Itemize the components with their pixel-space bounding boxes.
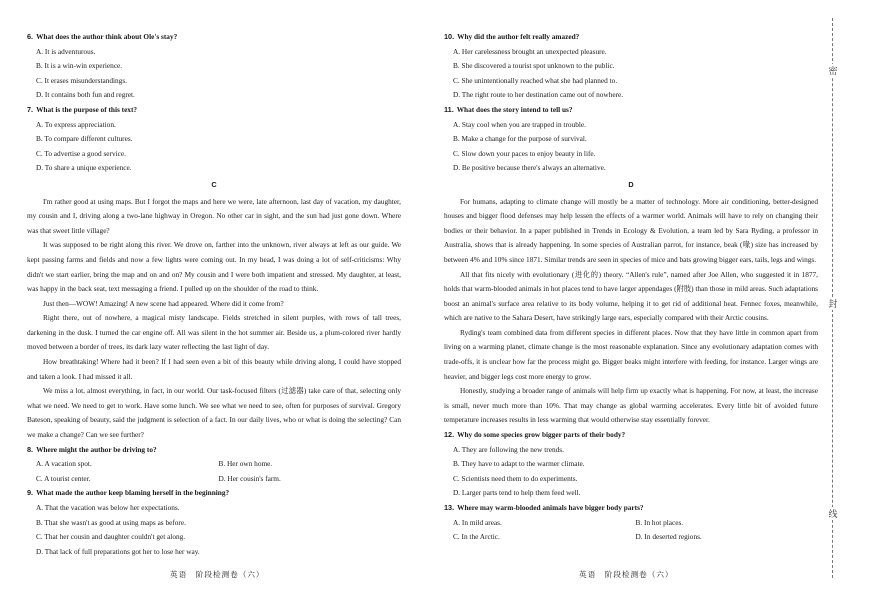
page-footer-left: 英语 阶段检测卷（六） [170, 570, 265, 579]
question-10: 10. Why did the author felt really amazed? [444, 32, 580, 41]
section-heading-c: C [211, 179, 217, 189]
right-column [444, 30, 818, 545]
passage-c-paragraph: Right there, out of nowhere, a magical misty landscape. Fields stretched in silent purples, with rows of tall trees, darkening in the dusk. I turned the car engine off. All was silent in the hot summer air. Beside us, a plum-colored river hardly moved between a border of trees, its dark lazy water reflecting the last light of day. [27, 313, 401, 352]
q10-option-c: C. She unintentionally reached what she had planned to. [453, 75, 618, 85]
q8-option-d: D. Her cousin's farm. [218, 473, 281, 483]
q7-option-d: D. To share a unique experience. [36, 163, 132, 173]
passage-d-paragraph: All that fits nicely with evolutionary (进化的) theory. “Allen's rule”, named after Joe Allen, who suggested it in 1877, holds that warm-blooded animals in hot places tend to have larger appendages (附肢) than those in mild areas. Such adaptations boost an animal's surface area relative to its body volume, helping it to get rid of additional heat. Fennec foxes, meanwhile, which are native to the Sahara Desert, have strikingly large ears, especially compared with their Arctic cousins. [444, 269, 818, 323]
passage-d-paragraph: Honestly, studying a broader range of animals will help firm up exactly what is happening. For now, at least, the increase is small, never much more than 10%. That may change as global warming accelerates. Every little bit of avoided future temperature increases results in less warming that would otherwise stay essentially forever. [444, 386, 818, 425]
question-12: 12. Why do some species grow bigger parts of their body? [444, 430, 626, 440]
q13-options-row [444, 530, 818, 545]
question-6: 6. What does the author think about Ole's stay? [27, 32, 178, 41]
gutter-char-seal: 密 [825, 64, 841, 77]
q10-option-a: A. Her carelessness brought an unexpected pleasure. [453, 46, 607, 56]
gutter-char-line: 线 [825, 507, 841, 520]
q13-option-c: C. In the Arctic. [453, 532, 500, 542]
q12-option-b: B. They have to adapt to the warmer climate. [453, 459, 585, 469]
question-13: 13. Where may warm-blooded animals have bigger body parts? [444, 503, 644, 512]
page-footer-right: 英语 阶段检测卷（六） [579, 570, 674, 579]
question-9: 9. What made the author keep blaming herself in the beginning? [27, 488, 230, 498]
q13-options-row [444, 516, 818, 531]
left-column [27, 30, 401, 559]
q8-options-row [27, 472, 401, 487]
q9-option-a: A. That the vacation was below her expectations. [36, 503, 180, 512]
q7-option-b: B. To compare different cultures. [36, 134, 133, 144]
q11-option-c: C. Slow down your paces to enjoy beauty in life. [453, 148, 596, 158]
q8-option-c: C. A tourist center. [36, 473, 91, 483]
q12-option-c: C. Scientists need them to do experiments. [453, 473, 578, 483]
section-heading-d: D [628, 179, 634, 189]
q12-option-d: D. Larger parts tend to help them feed well. [453, 488, 581, 498]
q11-option-a: A. Stay cool when you are trapped in trouble. [453, 119, 586, 129]
gutter-char-seal: 封 [825, 297, 841, 310]
passage-c-paragraph: It was supposed to be right along this river. We drove on, farther into the unknown, river always at left as our guide. We kept passing farms and fields and now a few lights were coming out. In my head, I was doing a lot of self-criticisms: Why didn't we start earlier, bring the map and on and on? My cousin and I were both impatient and stressed. My daughter, at least, was happy in the back seat, text messaging a friend. I pulled up on the shoulder of the road to think. [27, 240, 401, 294]
q8-option-a: A. A vacation spot. [36, 459, 92, 469]
passage-c-paragraph: I'm rather good at using maps. But I forgot the maps and here we were, late afternoon, last day of vacation, my daughter, my cousin and I, driving along a two-lane highway in Oregon. No other car in sight, and the sun had just gone down. Where was that sweet little village? [27, 196, 401, 235]
q13-option-b: B. In hot places. [635, 517, 684, 527]
q9-option-c: C. That her cousin and daughter couldn't get along. [36, 532, 186, 542]
passage-d-paragraph: Ryding's team combined data from different species in different places. Now that they have little in common apart from living on a warming planet, climate change is the most reasonable explanation. Since any evolutionary adaptation comes with trade-offs, it is unclear how far the process might go. Bigger beaks might interfere with feeding, for instance. Larger wings are heavier, and bigger legs cost more energy to grow. [444, 327, 818, 381]
passage-c-paragraph: We miss a lot, almost everything, in fact, in our world. Our task-focused filters (过滤器) take care of that, selecting only what we need. We need to get to work. Have some lunch. We see what we need to see, often for purposes of survival. Gregory Bateson, speaking of beauty, said the judgment is selection of a fact. In our daily lives, who or what is doing the selecting? Can we make a change? Can we see further? [27, 386, 401, 440]
q9-option-b: B. That she wasn't as good at using maps as before. [36, 517, 186, 527]
q11-option-b: B. Make a change for the purpose of survival. [453, 134, 587, 144]
q11-option-d: D. Be positive because there's always an alternative. [453, 163, 606, 173]
passage-c-paragraph: How breathtaking! Where had it been? If I had seen even a bit of this beauty while driving along, I could have stopped and taken a look. I had missed it all. [27, 357, 401, 381]
q8-option-b: B. Her own home. [218, 459, 273, 469]
q10-option-b: B. She discovered a tourist spot unknown to the public. [453, 61, 615, 71]
q6-option-b: B. It is a win-win experience. [36, 61, 123, 71]
q13-option-d: D. In deserted regions. [635, 532, 702, 542]
q6-option-c: C. It erases misunderstandings. [36, 75, 127, 85]
q6-option-a: A. It is adventurous. [36, 46, 96, 56]
q8-options-row [27, 457, 401, 472]
question-11: 11. What does the story intend to tell us? [444, 104, 573, 114]
question-8: 8. Where might the author be driving to? [27, 444, 157, 454]
q10-option-d: D. The right route to her destination came out of nowhere. [453, 90, 624, 100]
q13-option-a: A. In mild areas. [453, 517, 502, 527]
q12-option-a: A. They are following the new trends. [453, 444, 564, 454]
passage-d-paragraph: For humans, adapting to climate change will mostly be a matter of technology. More air conditioning, better-designed houses and bigger flood defenses may help lessen the effects of a warmer world. Animals will have to rely on changing their bodies or their behavior. In a paper published in Trends in Ecology & Evolution, a team led by Sara Ryding, a professor in Australia, shows that is already happening. In some species of Australian parrot, for instance, beak (喙) size has increased by between 4% and 10% since 1871. Similar trends are seen in species of mice and bats growing bigger ears, tails, legs and wings. [444, 196, 818, 264]
q7-option-a: A. To express appreciation. [36, 119, 116, 129]
passage-c-paragraph: Just then—WOW! Amazing! A new scene had appeared. Where did it come from? [43, 298, 284, 308]
question-7: 7. What is the purpose of this text? [27, 104, 138, 114]
q6-option-d: D. It contains both fun and regret. [36, 90, 135, 100]
q7-option-c: C. To advertise a good service. [36, 148, 126, 158]
q9-option-d: D. That lack of full preparations got her to lose her way. [36, 546, 200, 556]
